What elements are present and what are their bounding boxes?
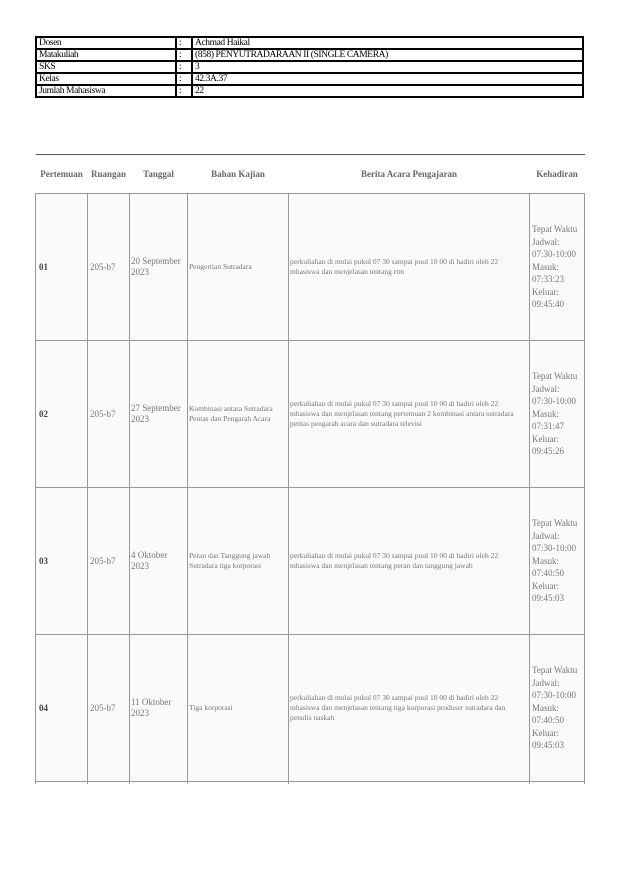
room: 205-b7	[88, 488, 130, 635]
table-header-row	[36, 155, 585, 194]
info-separator: :	[176, 73, 192, 85]
attendance: Tepat Waktu Jadwal: 07:30-10:00 Masuk: 07:31:47 Keluar: 09:45:26	[530, 341, 585, 488]
meeting-number: 01	[36, 194, 88, 341]
room: 205-b7	[88, 635, 130, 782]
room: 205-b7	[88, 341, 130, 488]
table-row	[36, 635, 585, 782]
room: 205-b7	[88, 194, 130, 341]
info-row-sks	[36, 61, 583, 73]
course-info-table	[35, 36, 584, 98]
header-bahan-kajian: Bahan Kajian	[188, 155, 289, 194]
attendance: Tepat Waktu Jadwal: 07:30-10:00 Masuk: 07:40:50 Keluar: 09:45:03	[530, 635, 585, 782]
info-separator: :	[176, 37, 192, 49]
info-label: SKS	[36, 61, 176, 73]
info-row-kelas	[36, 73, 583, 85]
header-pertemuan: Pertemuan	[36, 155, 88, 194]
teaching-report: perkuliahan di mulai pukul 07 30 sampai puul 10 00 di hadiri oleh 22 mhasiswa dan menjelasan tentang tiga korporasi produser sutradara dan penulis naskah	[289, 635, 530, 782]
header-tanggal: Tanggal	[130, 155, 188, 194]
table-row	[36, 488, 585, 635]
teaching-report: perkuliahan di mulai pukul 07 30 sampai puul 10 00 di hadiri oleh 22 mhasiswa dan menjelasan tentang peran dan tanggung jawab	[289, 488, 530, 635]
header-kehadiran: Kehadiran	[530, 155, 585, 194]
table-continuation	[36, 782, 585, 785]
teaching-report: perkuliahan di mulai pukul 07 30 sampai puul 10 00 di hadiri oleh 22 mhasiswa dan menjelasan tentang pertemuan 2 kombinasi antara sutradara pentas pengarah acara dan sutradara televisi	[289, 341, 530, 488]
header-berita-acara: Berita Acara Pengajaran	[289, 155, 530, 194]
topic: Kombinasi antara Sutradara Pentas dan Pengarah Acara	[188, 341, 289, 488]
info-row-matakuliah	[36, 49, 583, 61]
attendance: Tepat Waktu Jadwal: 07:30-10:00 Masuk: 07:33:23 Keluar: 09:45:40	[530, 194, 585, 341]
date: 27 September 2023	[130, 341, 188, 488]
table-row	[36, 341, 585, 488]
teaching-report: perkuliahan di mulai pukul 07 30 sampai puul 10 00 di hadiri oleh 22 mhasiswa dan menjelasan tentang rtm	[289, 194, 530, 341]
teaching-log-table	[35, 154, 585, 784]
info-value: (858) PENYUTRADARAAN II (SINGLE CAMERA)	[192, 49, 583, 61]
info-value: 3	[192, 61, 583, 73]
info-label: Jumlah Mahasiswa	[36, 85, 176, 97]
topic: Peran dan Tanggung jawab Sutradara tiga korporasi	[188, 488, 289, 635]
header-ruangan: Ruangan	[88, 155, 130, 194]
info-row-jumlah-mahasiswa	[36, 85, 583, 97]
info-label: Kelas	[36, 73, 176, 85]
table-row	[36, 194, 585, 341]
info-separator: :	[176, 49, 192, 61]
info-value: 42.3A.37	[192, 73, 583, 85]
info-label: Dosen	[36, 37, 176, 49]
topic: Pengertian Sutradara	[188, 194, 289, 341]
info-row-dosen	[36, 37, 583, 49]
date: 20 September 2023	[130, 194, 188, 341]
meeting-number: 04	[36, 635, 88, 782]
info-separator: :	[176, 85, 192, 97]
info-separator: :	[176, 61, 192, 73]
info-value: Achmad Haikal	[192, 37, 583, 49]
date: 11 Oktober 2023	[130, 635, 188, 782]
topic: Tiga korporasi	[188, 635, 289, 782]
meeting-number: 02	[36, 341, 88, 488]
info-label: Matakuliah	[36, 49, 176, 61]
info-value: 22	[192, 85, 583, 97]
attendance: Tepat Waktu Jadwal: 07:30-10:00 Masuk: 07:40:50 Keluar: 09:45:03	[530, 488, 585, 635]
date: 4 Oktober 2023	[130, 488, 188, 635]
meeting-number: 03	[36, 488, 88, 635]
